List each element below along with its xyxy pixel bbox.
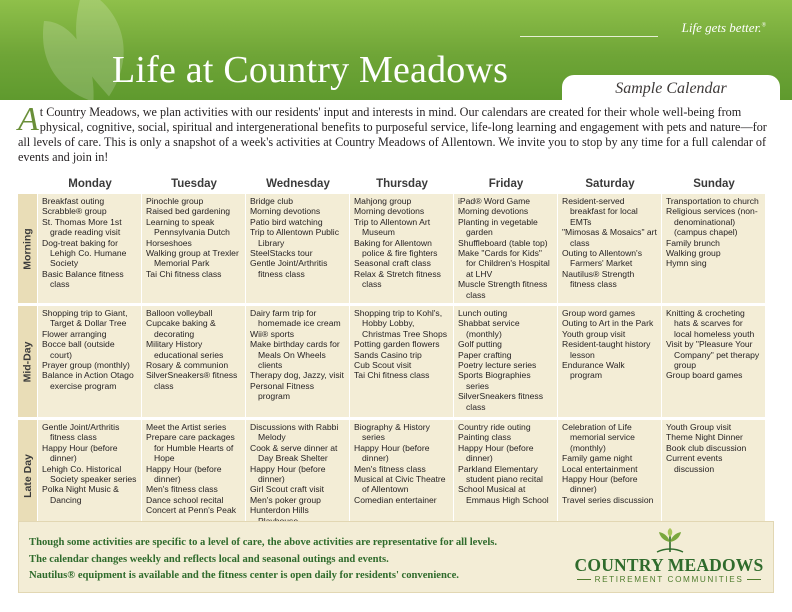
activity-item: Men's fitness class: [354, 463, 426, 474]
day-cell: [454, 420, 557, 531]
activity-item: Nautilus® Strength fitness class: [562, 268, 635, 290]
activity-item: Family brunch: [666, 237, 720, 248]
activity-item: St. Thomas More 1st grade reading visit: [42, 216, 122, 238]
day-cell: [454, 194, 557, 303]
activity-item: Trip to Allentown Art Museum: [354, 216, 431, 238]
activity-item: iPad® Word Game: [458, 196, 531, 206]
activity-item: Girl Scout craft visit: [250, 484, 325, 495]
activity-item: Men's poker group: [250, 494, 321, 505]
activity-item: Mahjong group: [354, 196, 412, 206]
activity-list: [666, 308, 762, 381]
activity-item: Baking for Allentown police & fire fighters: [354, 237, 438, 259]
period-label-text: Morning: [21, 227, 34, 270]
activity-list: [250, 196, 346, 279]
footer-panel: [18, 521, 774, 593]
activity-item: Breakfast outing: [42, 196, 105, 206]
footer-note: Though some activities are specific to a level of care, the above activities are representative for all levels.: [29, 537, 498, 548]
activity-list: [354, 422, 450, 505]
activity-list: [562, 422, 658, 505]
activity-item: School Musical at Emmaus High School: [458, 484, 549, 505]
activity-list: [146, 308, 242, 391]
activity-item: Potting garden flowers: [354, 339, 440, 350]
day-header: Sunday: [693, 178, 735, 190]
activity-calendar: [18, 176, 774, 515]
activity-item: SilverSneakers fitness class: [458, 391, 544, 412]
activity-item: Prepare care packages for Humble Hearts of Hope: [146, 432, 235, 464]
activity-item: Lunch outing: [458, 308, 508, 318]
activity-item: Rosary & communion: [146, 360, 229, 371]
period-row: [18, 194, 774, 303]
activity-item: Happy Hour (before dinner): [42, 442, 118, 464]
activity-list: [458, 196, 554, 300]
activity-item: Therapy dog, Jazzy, visit: [250, 370, 344, 381]
day-header: Tuesday: [171, 178, 217, 190]
activity-item: Tai Chi fitness class: [146, 268, 222, 279]
activity-item: Country ride outing: [458, 422, 531, 432]
sample-calendar-tab: Sample Calendar: [562, 75, 780, 103]
activity-list: [42, 308, 138, 391]
activity-item: SteelStacks tour: [250, 248, 313, 259]
activity-item: Knitting & crocheting hats & scarves for local homeless youth: [666, 308, 755, 339]
period-label: [18, 420, 37, 531]
activity-item: Cub Scout visit: [354, 360, 412, 371]
activity-item: Planting in vegetable garden: [458, 216, 538, 238]
activity-item: Happy Hour (before dinner): [458, 442, 534, 464]
activity-item: Outing to Allentown's Farmers' Market: [562, 248, 642, 269]
activity-item: Paper crafting: [458, 349, 512, 360]
activity-item: Lehigh Co. Historical Society speaker series: [42, 463, 137, 485]
activity-item: Resident-served breakfast for local EMTs: [562, 196, 638, 227]
intro-dropcap: A: [18, 101, 39, 138]
activity-item: Musical at Civic Theatre of Allentown: [354, 474, 446, 495]
activity-item: "Mimosas & Mosaics" art class: [562, 227, 657, 248]
activity-item: Youth Group visit: [666, 422, 732, 432]
activity-list: [42, 196, 138, 290]
tagline-rule: [520, 36, 658, 37]
day-cell: [350, 420, 453, 531]
activity-item: Resident-taught history lesson: [562, 339, 651, 360]
day-cell: [662, 306, 765, 417]
activity-item: Group board games: [666, 370, 743, 381]
activity-item: Personal Fitness program: [250, 380, 315, 402]
activity-item: Walking group at Trexler Memorial Park: [146, 248, 239, 269]
activity-item: Men's fitness class: [146, 484, 218, 495]
footer-note: The calendar changes weekly and reflects local and seasonal outings and events.: [29, 553, 389, 565]
activity-list: [666, 422, 762, 474]
day-cell: [246, 194, 349, 303]
activity-item: Bocce ball (outside court): [42, 339, 115, 360]
activity-list: [146, 422, 242, 516]
activity-list: [354, 308, 450, 381]
activity-item: Morning devotions: [458, 206, 529, 217]
activity-item: Endurance Walk program: [562, 360, 625, 381]
day-cell: [38, 420, 141, 531]
activity-item: Tai Chi fitness class: [354, 370, 430, 381]
logo-name: COUNTRY MEADOWS: [574, 555, 764, 575]
activity-item: Shopping trip to Kohl's, Hobby Lobby, Christmas Tree Shops: [354, 308, 448, 339]
activity-item: Morning devotions: [354, 206, 425, 217]
day-cell: [662, 420, 765, 531]
activity-item: Group word games: [562, 308, 636, 318]
activity-item: Meet the Artist series: [146, 422, 227, 432]
day-header: Saturday: [585, 178, 635, 190]
activity-item: Concert at Penn's Peak: [146, 505, 237, 516]
activity-item: Local entertainment: [562, 463, 638, 474]
flower-logo-icon: [653, 528, 687, 554]
activity-item: Hunterdon Hills: [250, 505, 309, 516]
activity-item: Muscle Strength fitness class: [458, 279, 548, 300]
country-meadows-logo: [567, 528, 771, 590]
activity-list: [458, 308, 554, 412]
day-cell: [142, 306, 245, 417]
activity-item: Hymn sing: [666, 258, 707, 269]
intro-paragraph: [18, 101, 774, 165]
page-title: Life at Country Meadows: [112, 49, 509, 91]
activity-item: Shuffleboard (table top): [458, 237, 548, 248]
period-row: [18, 306, 774, 417]
activity-item: Youth group visit: [562, 328, 626, 339]
activity-item: Basic Balance fitness class: [42, 268, 124, 290]
activity-item: Gentle Joint/Arthritis fitness class: [250, 258, 328, 279]
activity-list: [250, 422, 346, 526]
day-cell: [246, 306, 349, 417]
activity-item: Painting class: [458, 432, 512, 443]
activity-item: Comedian entertainer: [354, 494, 437, 505]
activity-item: Trip to Allentown Public Library: [250, 227, 340, 248]
activity-item: Book club discussion: [666, 442, 747, 453]
day-cell: [558, 194, 661, 303]
day-cell: [142, 420, 245, 531]
activity-item: Raised bed gardening: [146, 206, 231, 217]
day-header: Monday: [68, 178, 112, 190]
period-rows: [18, 194, 774, 534]
activity-item: Happy Hour (before dinner): [562, 474, 638, 495]
activity-item: Theme Night Dinner: [666, 432, 743, 443]
footer-note: Nautilus® equipment is available and the fitness center is open daily for residents' convenience.: [29, 570, 459, 581]
activity-list: [458, 422, 554, 505]
activity-item: Balance in Action Otago exercise program: [42, 370, 134, 391]
day-cell: [350, 194, 453, 303]
activity-item: Walking group: [666, 248, 721, 259]
activity-item: Polka Night Music & Dancing: [42, 484, 119, 505]
activity-list: [666, 196, 762, 269]
period-label-text: Late Day: [21, 453, 34, 498]
activity-item: Patio bird watching: [250, 216, 323, 227]
period-label-text: Mid-Day: [21, 341, 34, 382]
activity-item: Relax & Stretch fitness class: [354, 268, 441, 290]
logo-subtitle: RETIREMENT COMMUNITIES: [567, 575, 771, 584]
activity-item: Flower arranging: [42, 328, 107, 339]
activity-item: Transportation to church: [666, 196, 759, 206]
activity-item: Horseshoes: [146, 237, 192, 248]
activity-list: [562, 308, 658, 381]
period-label: [18, 194, 37, 303]
activity-item: Family game night: [562, 453, 633, 464]
activity-item: Discussions with Rabbi Melody: [250, 422, 339, 443]
activity-item: Dance school recital: [146, 494, 224, 505]
activity-item: Balloon volleyball: [146, 308, 213, 318]
day-header: Friday: [488, 178, 524, 190]
activity-item: Happy Hour (before dinner): [354, 442, 430, 464]
day-header: Wednesday: [266, 178, 330, 190]
day-cell: [558, 420, 661, 531]
activity-item: Shabbat service (monthly): [458, 318, 520, 339]
activity-item: Biography & History series: [354, 422, 430, 443]
activity-item: Happy Hour (before dinner): [250, 463, 326, 485]
activity-item: Military History educational series: [146, 339, 224, 360]
activity-item: Parkland Elementary student piano recital: [458, 463, 543, 485]
day-cell: [38, 306, 141, 417]
day-cell: [142, 194, 245, 303]
activity-item: Gentle Joint/Arthritis fitness class: [42, 422, 120, 443]
activity-item: Make "Cards for Kids" for Children's Hospital at LHV: [458, 248, 550, 279]
day-cell: [454, 306, 557, 417]
activity-item: Morning devotions: [250, 206, 321, 217]
activity-item: Outing to Art in the Park: [562, 318, 654, 329]
day-cell: [350, 306, 453, 417]
activity-list: [562, 196, 658, 290]
tagline: Life gets better.®: [681, 20, 766, 35]
activity-item: Wii® sports: [250, 328, 295, 339]
activity-item: Dog-treat baking for Lehigh Co. Humane Society: [42, 237, 127, 269]
activity-list: [146, 196, 242, 279]
activity-item: Religious services (non-denominational) (campus chapel): [666, 206, 758, 238]
activity-item: Make birthday cards for Meals On Wheels clients: [250, 339, 340, 371]
activity-item: Shopping trip to Giant, Target & Dollar Tree: [42, 308, 128, 329]
activity-item: Travel series discussion: [562, 494, 654, 505]
activity-list: [354, 196, 450, 290]
activity-item: Bridge club: [250, 196, 293, 206]
day-header-row: [38, 176, 766, 193]
activity-item: Poetry lecture series: [458, 360, 537, 371]
period-row: [18, 420, 774, 531]
activity-item: Learning to speak Pennsylvania Dutch: [146, 216, 230, 238]
period-label: [18, 306, 37, 417]
activity-item: Pinochle group: [146, 196, 204, 206]
activity-item: Golf putting: [458, 339, 502, 350]
activity-item: Cook & serve dinner at Day Break Shelter: [250, 442, 338, 464]
activity-item: Sports Biographies series: [458, 370, 531, 391]
activity-item: Celebration of Life memorial service (monthly): [562, 422, 635, 453]
activity-item: Scrabble® group: [42, 206, 107, 217]
day-cell: [38, 194, 141, 303]
activity-item: Dairy farm trip for homemade ice cream: [250, 308, 341, 329]
activity-list: [250, 308, 346, 402]
activity-item: SilverSneakers® fitness class: [146, 370, 238, 391]
activity-item: Sands Casino trip: [354, 349, 422, 360]
day-cell: [662, 194, 765, 303]
activity-item: Prayer group (monthly): [42, 360, 130, 371]
activity-item: Cupcake baking & decorating: [146, 318, 216, 339]
day-cell: [246, 420, 349, 531]
day-cell: [558, 306, 661, 417]
activity-item: Happy Hour (before dinner): [146, 463, 222, 485]
activity-list: [42, 422, 138, 505]
intro-text: t Country Meadows, we plan activities with our residents' input and interests in mind. Our calendars are created for their whole well-being from physical, cognitive, social, spiritual and intergenerational benefits to purposeful service, life-long learning and engagement with pets and nature—for all levels of care. This is only a snapshot of a week's activities at Country Meadows of Allentown. We invite you to stop by any time for a full calendar of events and join in!: [18, 105, 767, 164]
day-header: Thursday: [376, 178, 428, 190]
activity-item: Seasonal craft class: [354, 258, 431, 269]
activity-item: Current events discussion: [666, 453, 723, 474]
footer-notes: [29, 535, 569, 585]
activity-item: Visit by "Pleasure Your Company" pet therapy group: [666, 339, 760, 371]
